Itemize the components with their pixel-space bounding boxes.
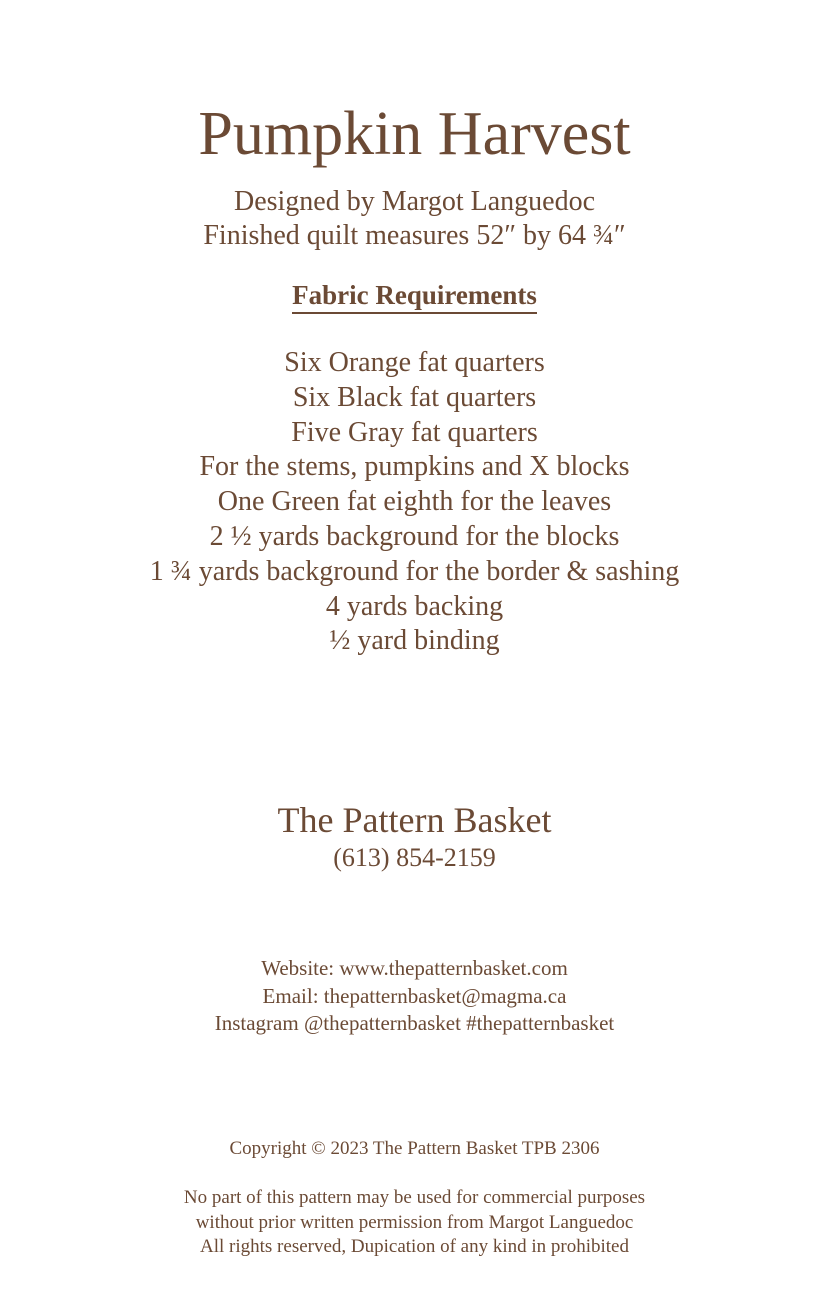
requirement-item: One Green fat eighth for the leaves (217, 486, 612, 518)
requirement-item: 1 ¾ yards background for the border & sashing (149, 555, 680, 587)
fabric-requirements-heading-text: Fabric Requirements (292, 280, 537, 314)
byline (0, 185, 829, 253)
requirement-item: 4 yards backing (325, 590, 504, 622)
legal-line: without prior written permission from Margot Languedoc (195, 1211, 634, 1233)
legal-notice (0, 1186, 829, 1260)
copyright-notice: Copyright © 2023 The Pattern Basket TPB 2306 (229, 1138, 600, 1159)
contact-info (0, 955, 829, 1038)
requirement-item: Six Black fat quarters (292, 381, 537, 413)
legal-line: No part of this pattern may be used for commercial purposes (183, 1187, 646, 1208)
legal-line: All rights reserved, Dupication of any kind in prohibited (200, 1236, 629, 1257)
website-line: Website: www.thepatternbasket.com (261, 956, 568, 980)
fabric-requirements-heading (0, 278, 829, 314)
fabric-requirements-list (0, 346, 829, 659)
requirement-item: Six Orange fat quarters (284, 347, 545, 378)
designer-credit: Designed by Margot Languedoc (233, 186, 596, 217)
email-line: Email: thepatternbasket@magma.ca (262, 983, 567, 1008)
finished-size: Finished quilt measures 52″ by 64 ¾″ (203, 220, 626, 251)
requirement-item: 2 ½ yards background for the blocks (209, 520, 620, 552)
pattern-title: Pumpkin Harvest (198, 100, 631, 168)
requirement-item: For the stems, pumpkins and X blocks (199, 451, 630, 483)
company-name: The Pattern Basket (277, 800, 552, 840)
requirement-item: Five Gray fat quarters (291, 416, 538, 448)
requirement-item: ½ yard binding (329, 625, 500, 657)
instagram-line: Instagram @thepatternbasket #thepatternbasket (214, 1011, 615, 1035)
company-phone: (613) 854-2159 (333, 843, 496, 872)
